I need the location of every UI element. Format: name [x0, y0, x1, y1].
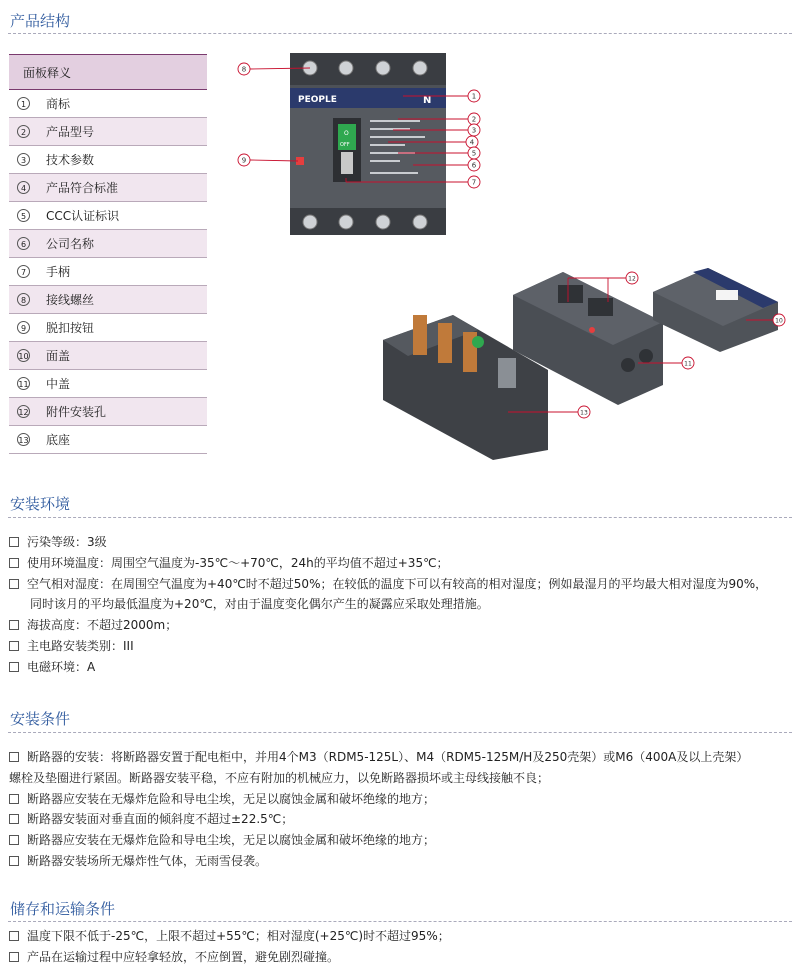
- list-item-text: 温度下限不低于-25℃，上限不超过+55℃；相对湿度(+25℃)时不超过95%；: [27, 929, 450, 943]
- legend-number-badge: 7: [17, 265, 30, 278]
- callout-number: 9: [241, 156, 247, 165]
- list-item-text: 使用环境温度：周围空气温度为-35℃～+70℃，24h的平均值不超过+35℃；: [27, 555, 449, 570]
- breaker-illustration: [228, 40, 798, 460]
- legend-label: 底座: [46, 433, 71, 447]
- list-item: [9, 809, 794, 830]
- checkbox-icon: [9, 752, 19, 762]
- list-item: [9, 789, 794, 810]
- breaker-front-view: [290, 53, 446, 235]
- storage-list: [9, 926, 794, 968]
- brand-text: PEOPLE: [298, 95, 337, 105]
- list-item-text: 断路器安装面对垂直面的倾斜度不超过±22.5℃；: [27, 812, 294, 827]
- list-item-text: 同时该月的平均最低温度为+20℃，对由于温度变化偶尔产生的凝露应采取处理措施。: [30, 597, 489, 612]
- list-item: [9, 553, 794, 574]
- list-item: [9, 747, 794, 768]
- legend-number-badge: 6: [17, 237, 30, 250]
- legend-number-badge: 5: [17, 209, 30, 222]
- breaker-face-cover: [653, 268, 778, 352]
- legend-number-badge: 11: [17, 377, 30, 390]
- legend-row: [9, 202, 207, 230]
- list-item-text: 断路器的安装：将断路器安置于配电柜中，并用4个M3（RDM5-125L）、M4（RDM5-125M/H及250壳架）或M6（400A及以上壳架）: [27, 750, 749, 764]
- list-item: [9, 615, 794, 636]
- section-divider: [8, 921, 792, 922]
- callout-number: 2: [471, 115, 477, 124]
- legend-label: 面盖: [46, 349, 71, 363]
- list-item: [9, 574, 794, 595]
- legend-number-badge: 12: [17, 405, 30, 418]
- list-item: [9, 947, 794, 968]
- section-divider: [8, 517, 792, 518]
- checkbox-icon: [9, 952, 19, 962]
- section-title-storage: 储存和运输条件: [10, 900, 116, 918]
- list-item: [9, 851, 794, 872]
- checkbox-icon: [9, 620, 19, 630]
- list-item-text: 螺栓及垫圈进行紧固。断路器安装平稳，不应有附加的机械应力，以免断路器损坏或主母线接触不良；: [9, 770, 550, 785]
- cond-list: [9, 747, 794, 872]
- legend-row: [9, 174, 207, 202]
- legend-row: [9, 426, 207, 454]
- legend-number-badge: 2: [17, 125, 30, 138]
- section-divider: [8, 732, 792, 733]
- callout-number: 4: [469, 138, 475, 147]
- legend-row: [9, 90, 207, 118]
- legend-row: [9, 146, 207, 174]
- list-item: [9, 594, 794, 615]
- callout-number: 10: [775, 317, 783, 325]
- legend-label: 中盖: [46, 377, 71, 391]
- list-item-text: 断路器安装场所无爆炸性气体，无雨雪侵袭。: [27, 853, 268, 868]
- checkbox-icon: [9, 662, 19, 672]
- legend-row: [9, 370, 207, 398]
- list-item-text: 产品在运输过程中应轻拿轻放，不应倒置，避免剧烈碰撞。: [27, 949, 340, 964]
- legend-label: 商标: [46, 97, 71, 111]
- section-title-structure: 产品结构: [10, 12, 71, 30]
- legend-label: 公司名称: [46, 237, 95, 251]
- legend-row: [9, 286, 207, 314]
- list-item-text: 断路器应安装在无爆炸危险和导电尘埃，无足以腐蚀金属和破坏绝缘的地方；: [27, 833, 436, 848]
- list-item-text: 污染等级：3级: [27, 535, 107, 549]
- legend-number-badge: 9: [17, 321, 30, 334]
- list-item-text: 海拔高度：不超过2000m；: [27, 618, 178, 633]
- list-item-text: 主电路安装类别：III: [27, 638, 134, 653]
- legend-label: 手柄: [46, 265, 71, 279]
- legend-label: 产品型号: [46, 125, 95, 139]
- panel-legend-table: [9, 54, 207, 454]
- callout-number: 8: [241, 65, 247, 74]
- checkbox-icon: [9, 641, 19, 651]
- callout-number: 6: [471, 161, 477, 170]
- callout-number: 5: [471, 149, 477, 158]
- checkbox-icon: [9, 835, 19, 845]
- legend-row: [9, 398, 207, 426]
- list-item: [9, 532, 794, 553]
- checkbox-icon: [9, 579, 19, 589]
- section-title-env: 安装环境: [10, 495, 71, 513]
- svg-text:O: O: [344, 130, 349, 137]
- list-item-text: 空气相对湿度：在周围空气温度为+40℃时不超过50%；在较低的温度下可以有较高的相对湿度；例如最湿月的平均最大相对湿度为90%，: [27, 576, 768, 591]
- legend-label: 附件安装孔: [46, 405, 107, 419]
- checkbox-icon: [9, 814, 19, 824]
- legend-label: 接线螺丝: [46, 293, 95, 307]
- list-item: [9, 657, 794, 678]
- section-title-cond: 安装条件: [10, 710, 71, 728]
- list-item: [9, 768, 794, 789]
- checkbox-icon: [9, 558, 19, 568]
- legend-label: 技术参数: [46, 153, 95, 167]
- callout-number: 13: [580, 409, 588, 417]
- legend-label: CCC认证标识: [46, 209, 120, 223]
- legend-row: [9, 230, 207, 258]
- checkbox-icon: [9, 537, 19, 547]
- list-item: [9, 926, 794, 947]
- callout-number: 1: [471, 92, 477, 101]
- pole-label: N: [423, 95, 432, 106]
- legend-row: [9, 118, 207, 146]
- list-item-text: 电磁环境：A: [27, 659, 96, 674]
- list-item: [9, 830, 794, 851]
- callout-number: 11: [684, 360, 692, 368]
- legend-label: 产品符合标准: [46, 181, 119, 195]
- legend-row: [9, 342, 207, 370]
- legend-number-badge: 3: [17, 153, 30, 166]
- env-list: [9, 532, 794, 678]
- callout-number: 7: [471, 178, 477, 187]
- list-item-text: 断路器应安装在无爆炸危险和导电尘埃，无足以腐蚀金属和破坏绝缘的地方；: [27, 791, 436, 806]
- legend-number-badge: 13: [17, 433, 30, 446]
- checkbox-icon: [9, 794, 19, 804]
- legend-number-badge: 10: [17, 349, 30, 362]
- legend-number-badge: 1: [17, 97, 30, 110]
- legend-row: [9, 314, 207, 342]
- section-divider: [8, 33, 792, 34]
- legend-header: 面板释义: [9, 54, 207, 90]
- checkbox-icon: [9, 931, 19, 941]
- callout-number: 12: [628, 275, 636, 283]
- legend-label: 脱扣按钮: [46, 321, 95, 335]
- list-item: [9, 636, 794, 657]
- legend-row: [9, 258, 207, 286]
- checkbox-icon: [9, 856, 19, 866]
- svg-text:OFF: OFF: [340, 142, 350, 148]
- callout-number: 3: [471, 126, 477, 135]
- legend-number-badge: 4: [17, 181, 30, 194]
- legend-number-badge: 8: [17, 293, 30, 306]
